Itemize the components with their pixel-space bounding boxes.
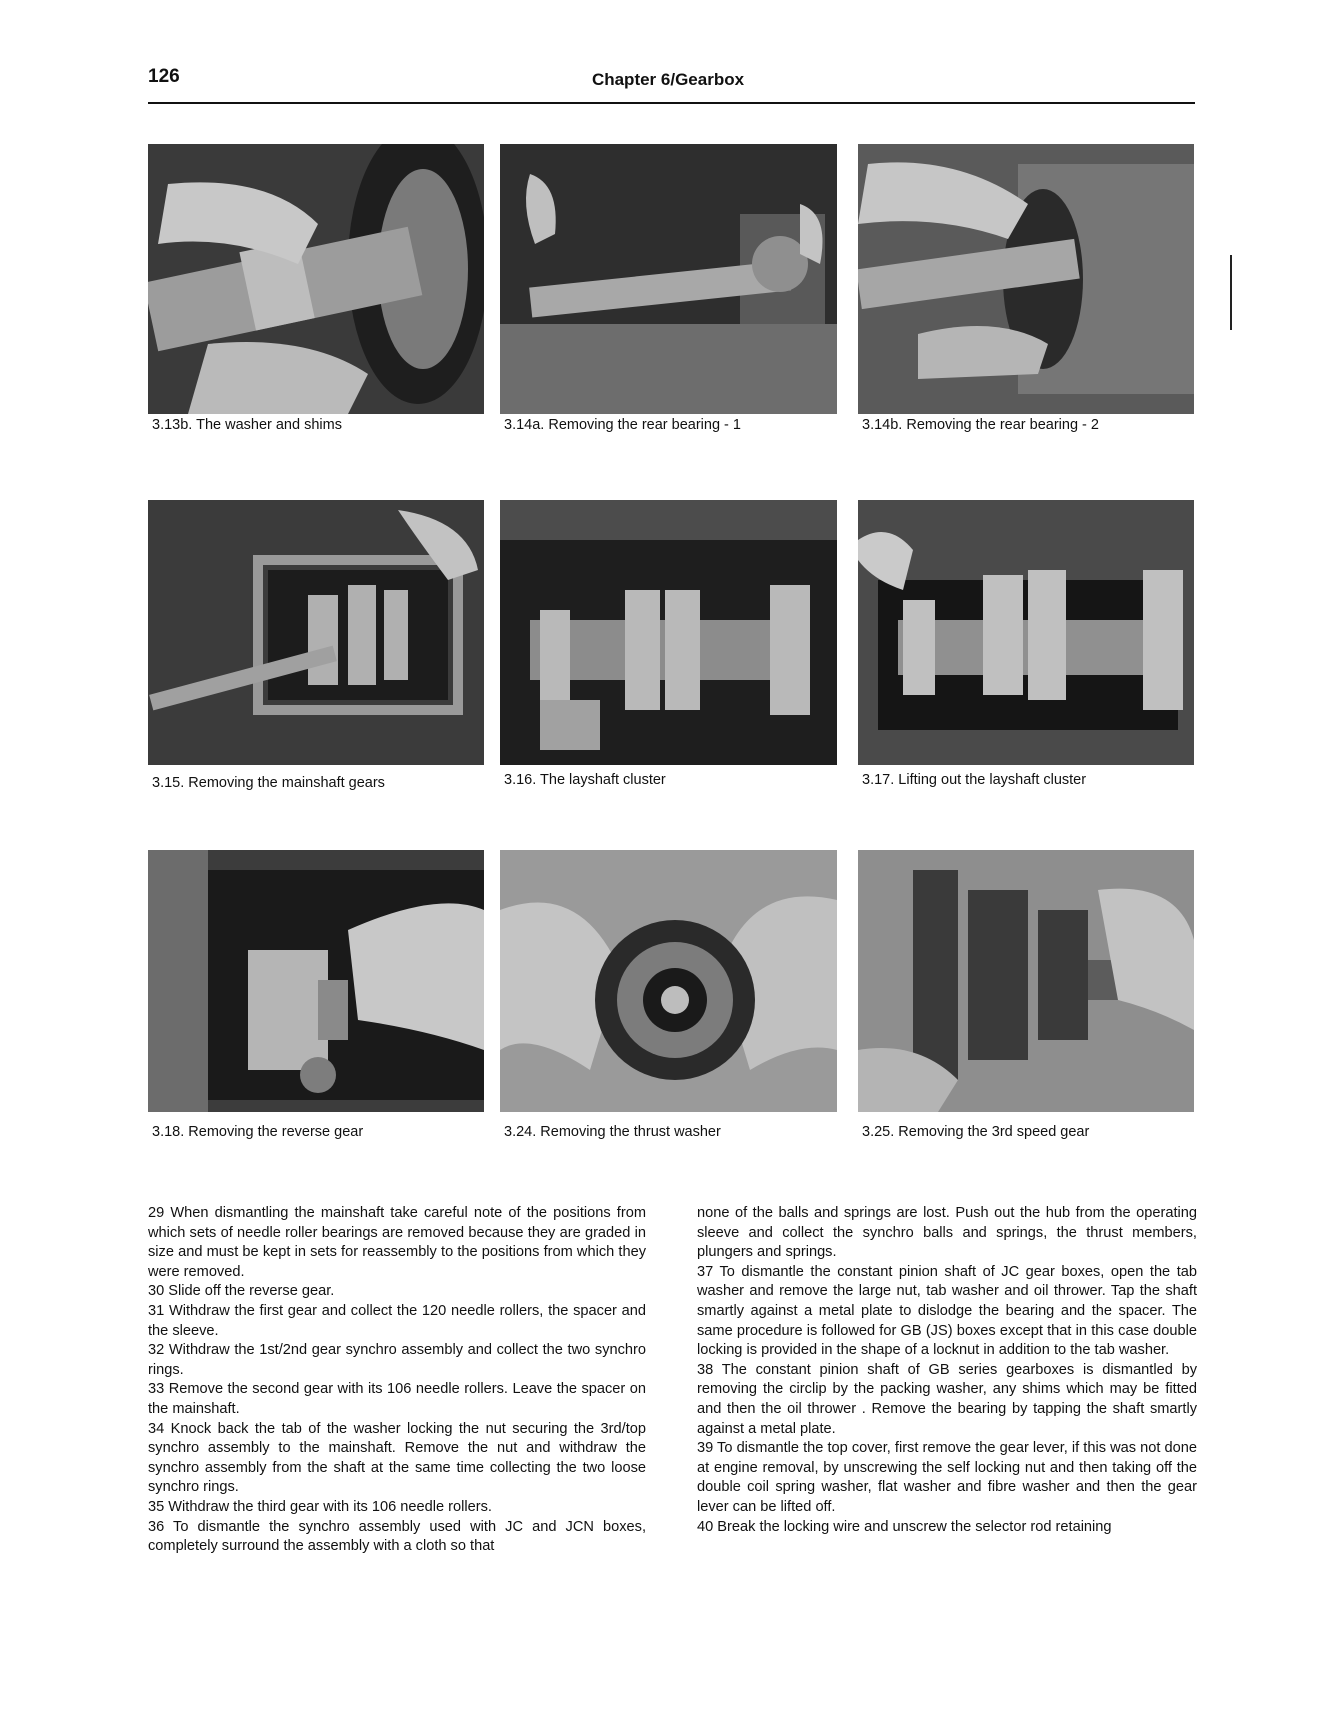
layshaft-cluster-photo	[858, 500, 1194, 765]
figure-caption: 3.18. Removing the reverse gear	[152, 1124, 364, 1140]
figure-3-24	[500, 850, 840, 1150]
body-right-column	[697, 1204, 1197, 1537]
third-gear-photo	[858, 850, 1194, 1112]
paragraph-37: 37 To dismantle the constant pinion shaft of JC gear boxes, open the tab washer and remove the large nut, tab washer and oil thrower. Tap the shaft smartly against a metal plate to dislodge the bearing and the spacer. The same procedure is followed for GB (JS) boxes except that in this case double locking is provided in the shape of a locknut in addition to the tab washer.	[697, 1263, 1197, 1359]
paragraph-35: 35 Withdraw the third gear with its 106 needle rollers.	[148, 1498, 492, 1515]
mainshaft-gears-photo	[148, 500, 484, 765]
body-left-column	[148, 1204, 646, 1557]
paragraph-32: 32 Withdraw the 1st/2nd gear synchro assembly and collect the two synchro rings.	[148, 1342, 646, 1378]
figure-caption: 3.24. Removing the thrust washer	[504, 1124, 721, 1140]
paragraph-39: 39 To dismantle the top cover, first remove the gear lever, if this was not done at engine removal, by unscrewing the self locking nut and then taking off the double coil spring washer, flat washer and fibre washer and then the gear lever can be lifted off.	[697, 1440, 1197, 1515]
header-rule	[148, 102, 1195, 104]
paragraph-40: 40 Break the locking wire and unscrew the selector rod retaining	[697, 1518, 1112, 1535]
figure-3-14b	[858, 144, 1198, 434]
figure-3-13b	[148, 144, 488, 434]
figure-3-14a	[500, 144, 840, 434]
paragraph-31: 31 Withdraw the first gear and collect the 120 needle rollers, the spacer and the sleeve.	[148, 1302, 646, 1339]
paragraph-38: 38 The constant pinion shaft of GB series gearboxes is dismantled by removing the circlip by the packing washer, any shims which may be fitted and then the oil thrower . Remove the bearing by tapping the shaft smartly against a metal plate.	[697, 1361, 1197, 1437]
layshaft-cluster-photo	[500, 500, 837, 765]
rear-bearing-photo	[500, 144, 837, 414]
figure-3-18	[148, 850, 488, 1150]
running-head: Chapter 6/Gearbox	[591, 70, 745, 89]
thrust-washer-photo	[500, 850, 837, 1112]
figure-3-25	[858, 850, 1198, 1150]
page-number: 126	[148, 66, 180, 87]
figure-caption: 3.17. Lifting out the layshaft cluster	[862, 772, 1087, 788]
figure-caption: 3.14a. Removing the rear bearing - 1	[504, 417, 741, 433]
rear-bearing-photo	[858, 144, 1194, 414]
figure-caption: 3.14b. Removing the rear bearing - 2	[862, 417, 1099, 433]
reverse-gear-photo	[148, 850, 484, 1112]
figure-caption: 3.25. Removing the 3rd speed gear	[862, 1124, 1090, 1140]
paragraph-30: 30 Slide off the reverse gear.	[148, 1283, 335, 1300]
figure-caption: 3.16. The layshaft cluster	[504, 772, 666, 788]
figure-3-17	[858, 500, 1198, 800]
figure-caption: 3.15. Removing the mainshaft gears	[152, 775, 385, 791]
margin-mark	[1230, 255, 1232, 330]
washer-shims-photo	[148, 144, 484, 414]
figure-caption: 3.13b. The washer and shims	[152, 417, 342, 433]
paragraph-29: 29 When dismantling the mainshaft take careful note of the positions from which sets of needle roller bearings are removed because they are graded in size and must be kept in sets for reassembly to the positions from which they were removed.	[148, 1205, 646, 1280]
figure-3-15	[148, 500, 488, 800]
paragraph-33: 33 Remove the second gear with its 106 needle rollers. Leave the spacer on the mainshaft.	[148, 1381, 646, 1417]
figure-3-16	[500, 500, 840, 800]
paragraph-36-cont: none of the balls and springs are lost. Push out the hub from the operating sleeve and collect the synchro balls and springs, the thrust members, plungers and springs.	[697, 1205, 1197, 1261]
paragraph-34: 34 Knock back the tab of the washer locking the nut securing the 3rd/top synchro assembly to the mainshaft. Remove the nut and withdraw the synchro assembly from the shaft at the same time collecting the two loose synchro rings.	[148, 1420, 646, 1496]
paragraph-36: 36 To dismantle the synchro assembly used with JC and JCN boxes, completely surround the assembly with a cloth so that	[148, 1518, 646, 1555]
